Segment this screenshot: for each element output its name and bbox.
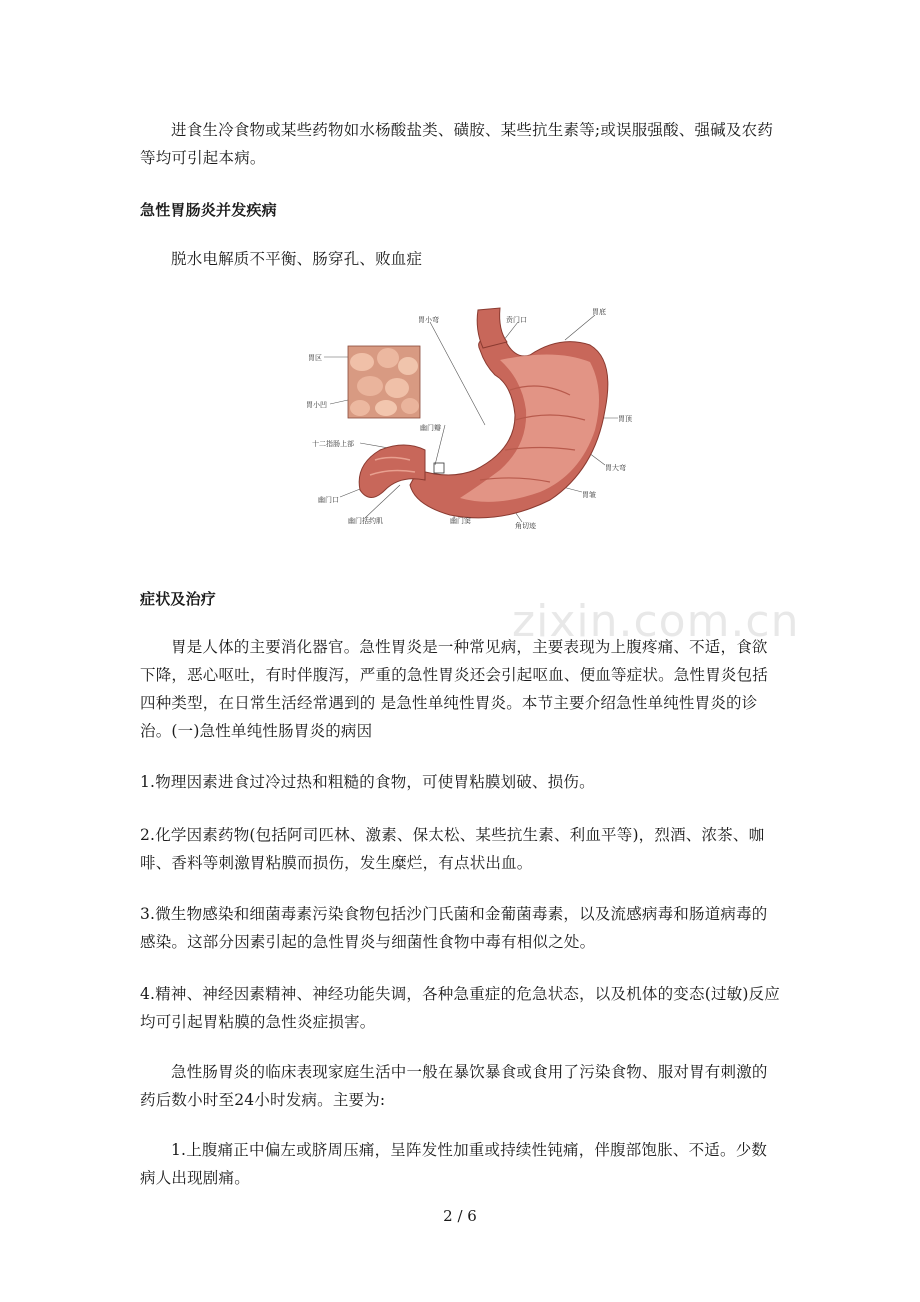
label-pyloric-sphincter: 幽门括约肌: [348, 517, 383, 525]
paragraph-cause-4: 4.精神、神经因素精神、神经功能失调，各种急重症的危急状态，以及机体的变态(过敏)反应均可引起胃粘膜的急性炎症损害。: [140, 985, 780, 1031]
paragraph-cause-3: 3.微生物感染和细菌毒素污染食物包括沙门氏菌和金葡菌毒素，以及流感病毒和肠道病毒的感染。这部分因素引起的急性胃炎与细菌性食物中毒有相似之处。: [140, 905, 768, 951]
paragraph-symptom-1: 1.上腹痛正中偏左或脐周压痛，呈阵发性加重或持续性钝痛，伴腹部饱胀、不适。少数病人出现剧痛。: [140, 1141, 768, 1187]
stomach-anatomy-figure: [300, 300, 640, 536]
paragraph-clinical-intro: 急性肠胃炎的临床表现家庭生活中一般在暴饮暴食或食用了污染食物、服对胃有刺激的药后数小时至24小时发病。主要为:: [140, 1063, 768, 1109]
label-pylorus-top: 幽门瓣: [420, 424, 441, 432]
label-body: 胃顶: [618, 415, 632, 423]
paragraph-cause-2: 2.化学因素药物(包括阿司匹林、激素、保太松、某些抗生素、利血平等)，烈酒、浓茶、咖啡、香料等刺激胃粘膜而损伤，发生糜烂，有点状出血。: [140, 826, 765, 872]
paragraph-complications: 脱水电解质不平衡、肠穿孔、败血症: [171, 250, 423, 268]
label-pyloric-antrum: 幽门窦: [450, 517, 471, 525]
page-number: 2 / 6: [443, 1207, 477, 1225]
heading-complications: 急性胃肠炎并发疾病: [140, 201, 277, 219]
label-pyloric-orifice: 幽门口: [318, 496, 339, 504]
heading-symptoms: 症状及治疗: [140, 590, 217, 608]
label-duodenum-upper: 十二指肠上部: [312, 440, 354, 448]
stomach-diagram: [300, 300, 640, 536]
paragraph-stomach-intro: 胃是人体的主要消化器官。急性胃炎是一种常见病，主要表现为上腹疼痛、不适，食欲下降，恶心呕吐，有时伴腹泻，严重的急性胃炎还会引起呕血、便血等症状。急性胃炎包括四种类型，在日常生活经常遇到的 是急性单纯性胃炎。本节主要介绍急性单纯性胃炎的诊治。(一)急性单纯性肠胃炎的病因: [140, 638, 769, 740]
paragraph-cause-intro: 进食生冷食物或某些药物如水杨酸盐类、磺胺、某些抗生素等;或误服强酸、强碱及农药等均可引起本病。: [140, 121, 774, 167]
label-greater-curvature: 胃大弯: [605, 464, 626, 472]
label-rugae: 胃皱: [582, 491, 596, 499]
label-gastric-pits: 胃小凹: [306, 401, 327, 409]
mucosa-inset: [348, 346, 420, 418]
watermark: zixin.com.cn: [512, 596, 800, 647]
label-fundus: 胃底: [592, 308, 606, 316]
label-gastric-area: 胃区: [308, 354, 322, 362]
label-lesser-curvature: 胃小弯: [418, 316, 439, 324]
label-angular-notch: 角切迹: [515, 522, 536, 530]
label-cardia: 贲门口: [506, 316, 527, 324]
paragraph-cause-1: 1.物理因素进食过冷过热和粗糙的食物，可使胃粘膜划破、损伤。: [140, 773, 595, 791]
